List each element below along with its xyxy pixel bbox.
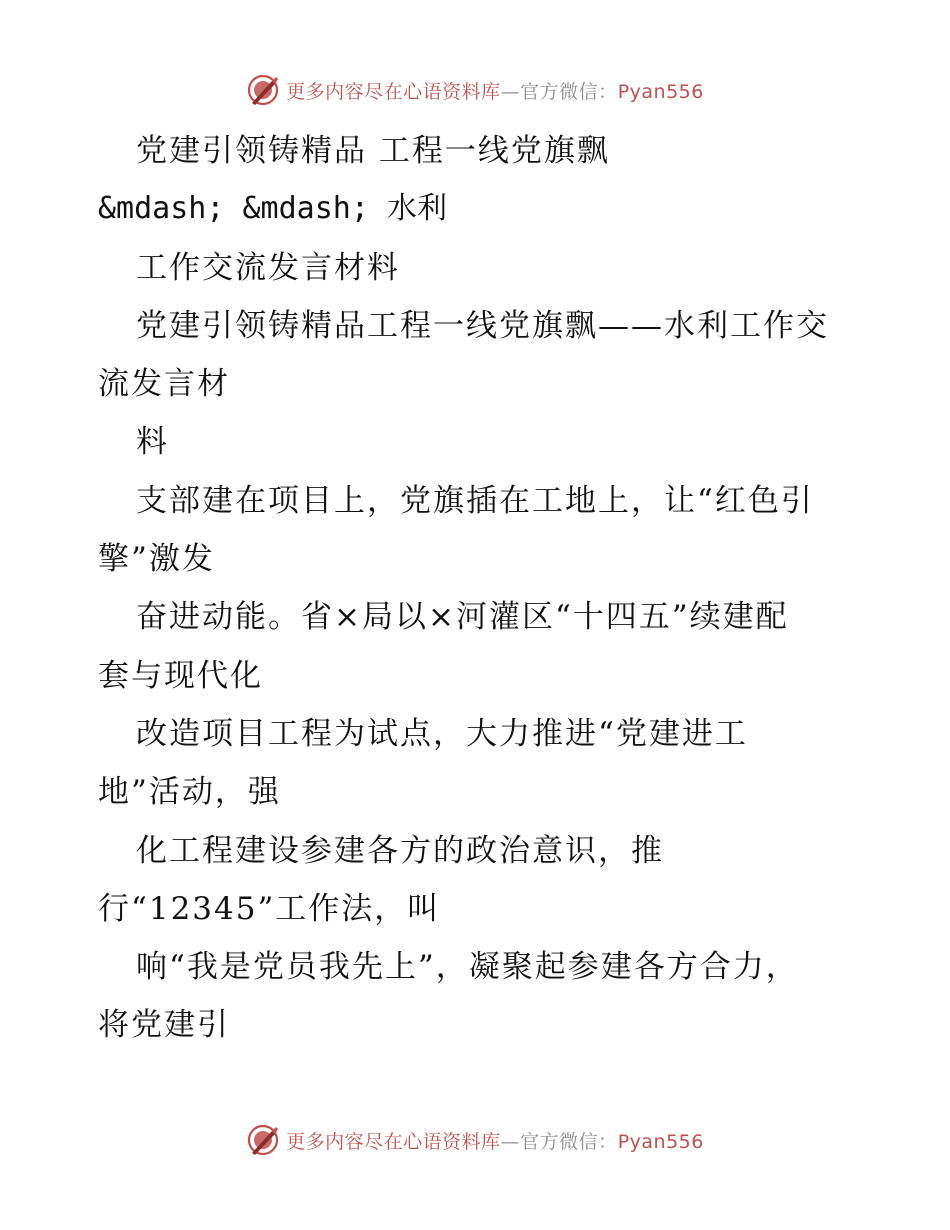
text-line: 奋进动能。省×局以×河灌区“十四五”续建配 <box>136 599 789 636</box>
text-line: 党建引领铸精品工程一线党旗飘——水利工作交 <box>136 307 829 344</box>
text-line: 改造项目工程为试点，大力推进“党建进工 <box>136 715 748 752</box>
header-banner-account: Pyan556 <box>617 80 704 103</box>
header-banner-separator: — <box>500 80 521 103</box>
footer-banner-text <box>286 1127 704 1154</box>
footer-banner-account: Pyan556 <box>617 1130 704 1153</box>
text-line: 擎”激发 <box>98 541 215 578</box>
header-banner <box>0 70 950 110</box>
text-line: 流发言材 <box>98 366 230 403</box>
footer-banner <box>0 1120 950 1160</box>
text-line: 料 <box>136 424 169 461</box>
text-line: 化工程建设参建各方的政治意识，推 <box>136 832 664 869</box>
text-line: &mdash; &mdash; 水利 <box>98 191 447 227</box>
footer-banner-sub: 官方微信： <box>520 1130 618 1153</box>
header-banner-main: 更多内容尽在心语资料库 <box>286 80 501 103</box>
text-line: 套与现代化 <box>98 657 263 694</box>
pen-logo-icon <box>246 73 280 107</box>
text-line: 地”活动，强 <box>98 774 281 811</box>
document-body <box>98 122 858 1055</box>
text-line: 工作交流发言材料 <box>136 249 400 286</box>
header-banner-text <box>286 77 704 104</box>
header-banner-sub: 官方微信： <box>520 80 618 103</box>
text-line: 支部建在项目上，党旗插在工地上，让“红色引 <box>136 482 814 519</box>
footer-banner-main: 更多内容尽在心语资料库 <box>286 1130 501 1153</box>
text-line: 党建引领铸精品 工程一线党旗飘 <box>136 133 610 169</box>
pen-logo-icon <box>246 1123 280 1157</box>
footer-banner-separator: — <box>500 1130 521 1153</box>
text-line: 将党建引 <box>98 1007 230 1044</box>
text-line: 行“12345”工作法，叫 <box>98 890 441 927</box>
text-line: 响“我是党员我先上”，凝聚起参建各方合力， <box>136 949 799 986</box>
